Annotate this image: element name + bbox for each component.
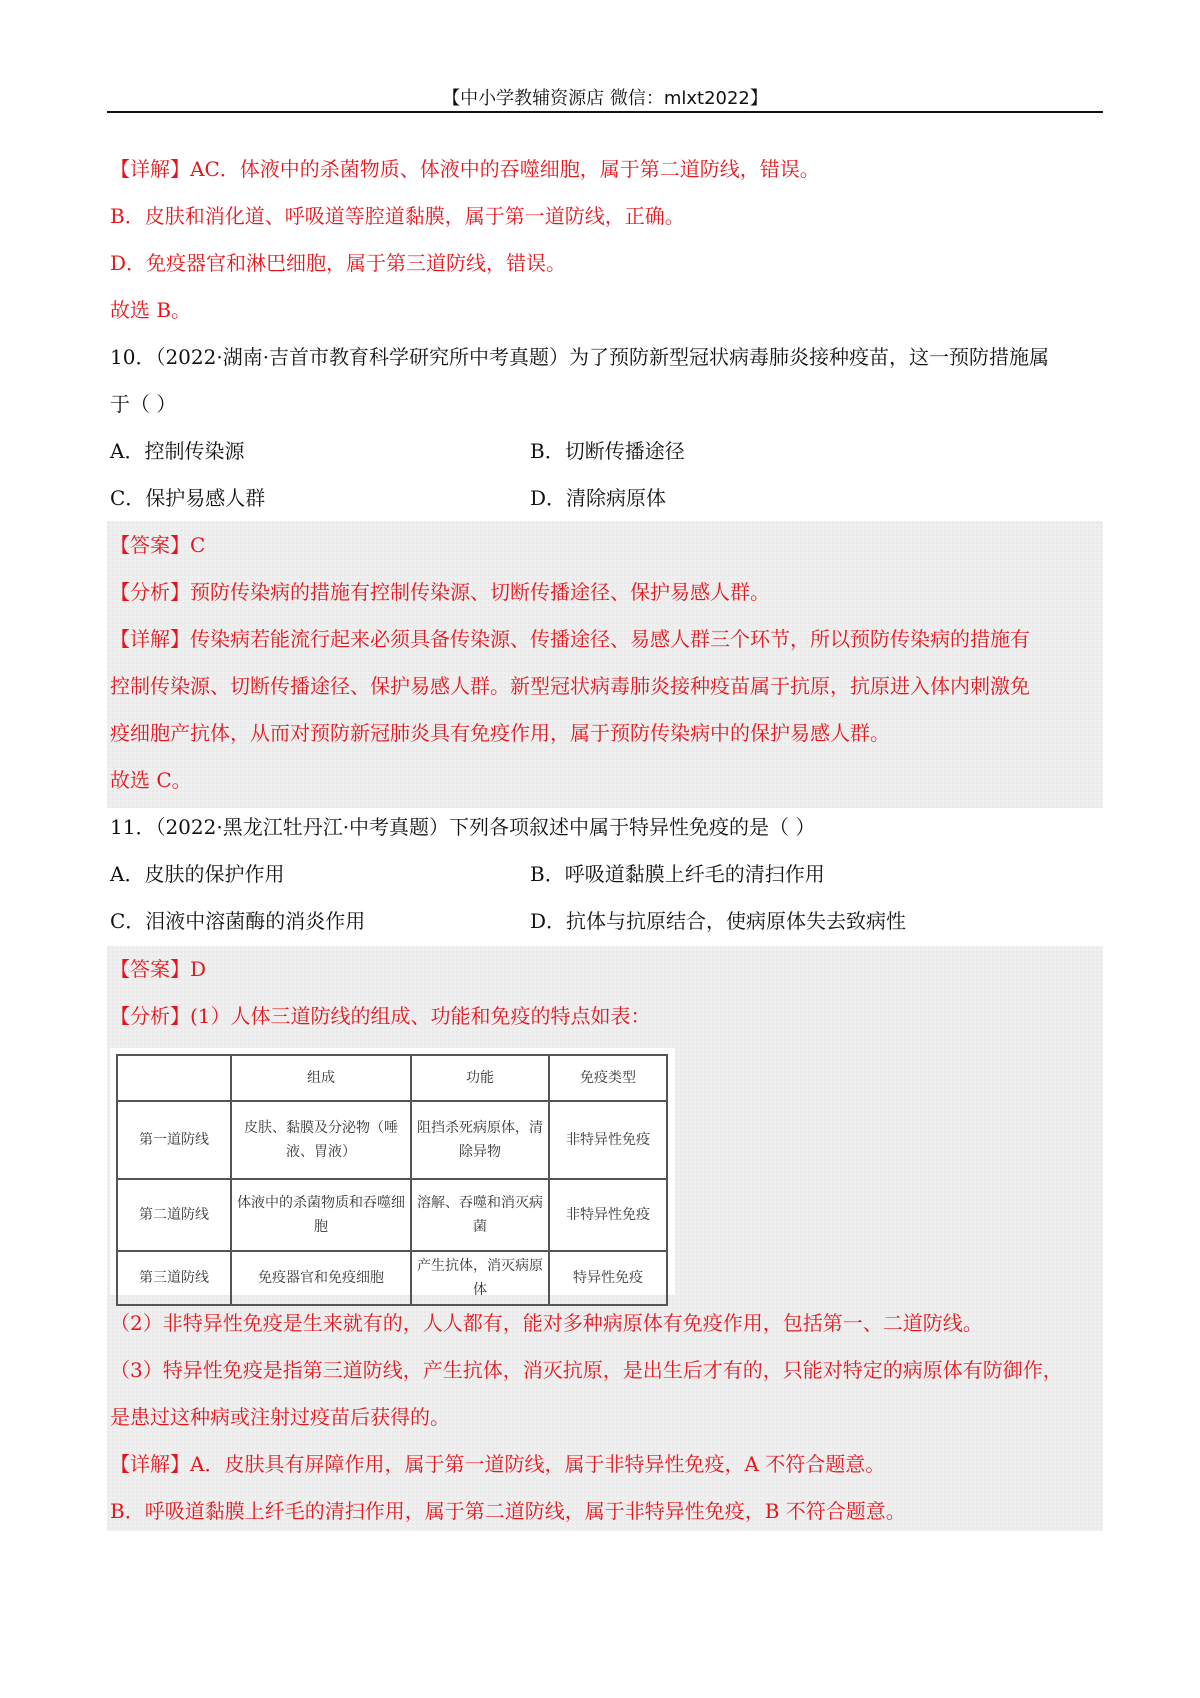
q10-analysis: 【分析】预防传染病的措施有控制传染源、切断传播途径、保护易感人群。: [110, 580, 770, 604]
q11-analysis-2: （2）非特异性免疫是生来就有的，人人都有，能对多种病原体有免疫作用，包括第一、二道防线。: [110, 1311, 983, 1335]
table-cell: 第三道防线: [117, 1251, 231, 1305]
q10-stem-line2: 于（ ）: [110, 392, 177, 416]
q11-option-a: A．皮肤的保护作用: [110, 862, 285, 886]
q10-detail-line1: 【详解】传染病若能流行起来必须具备传染源、传播途径、易感人群三个环节，所以预防传染病的措施有: [110, 627, 1030, 651]
table-header-immunity-type: 免疫类型: [549, 1055, 667, 1101]
q11-analysis-3-line2: 是患过这种病或注射过疫苗后获得的。: [110, 1405, 450, 1429]
table-cell: 产生抗体，消灭病原体: [411, 1251, 549, 1305]
q10-option-a: A．控制传染源: [110, 439, 245, 463]
q10-stem-line1: 10．（2022·湖南·吉首市教育科学研究所中考真题）为了预防新型冠状病毒肺炎接种疫苗，这一预防措施属: [110, 345, 1050, 369]
q10-detail-line3: 疫细胞产抗体，从而对预防新冠肺炎具有免疫作用，属于预防传染病中的保护易感人群。: [110, 721, 890, 745]
q11-stem: 11．（2022·黑龙江牡丹江·中考真题）下列各项叙述中属于特异性免疫的是（ ）: [110, 815, 816, 839]
table-cell: 皮肤、黏膜及分泌物（唾液、胃液）: [231, 1101, 411, 1179]
table-cell: 特异性免疫: [549, 1251, 667, 1305]
q9-detail-d: D．免疫器官和淋巴细胞，属于第三道防线，错误。: [110, 251, 567, 275]
table-cell: 阻挡杀死病原体，清除异物: [411, 1101, 549, 1179]
table-cell: 溶解、吞噬和消灭病菌: [411, 1179, 549, 1251]
q11-analysis-1: 【分析】(1）人体三道防线的组成、功能和免疫的特点如表：: [110, 1004, 651, 1028]
q10-option-d: D．清除病原体: [530, 486, 667, 510]
table-row: [117, 1101, 667, 1179]
q10-option-c: C．保护易感人群: [110, 486, 266, 510]
table-row: [117, 1179, 667, 1251]
q11-detail-b: B．呼吸道黏膜上纤毛的清扫作用，属于第二道防线，属于非特异性免疫，B 不符合题意。: [110, 1499, 906, 1523]
q11-option-b: B．呼吸道黏膜上纤毛的清扫作用: [530, 862, 825, 886]
header-rule: [107, 111, 1103, 113]
q11-answer: 【答案】D: [110, 957, 207, 981]
table-cell: 非特异性免疫: [549, 1101, 667, 1179]
table-header-blank: [117, 1055, 231, 1101]
page-header: 【中小学教辅资源店 微信：mlxt2022】: [442, 88, 768, 109]
q11-detail-a: 【详解】A．皮肤具有屏障作用，属于第一道防线，属于非特异性免疫，A 不符合题意。: [110, 1452, 886, 1476]
table-cell: 第一道防线: [117, 1101, 231, 1179]
q10-solution-box: [107, 521, 1103, 808]
table-cell: 第二道防线: [117, 1179, 231, 1251]
table-cell: 非特异性免疫: [549, 1179, 667, 1251]
q11-option-c: C．泪液中溶菌酶的消炎作用: [110, 909, 366, 933]
q10-choice: 故选 C。: [110, 768, 192, 792]
table-cell: 体液中的杀菌物质和吞噬细胞: [231, 1179, 411, 1251]
table-header-function: 功能: [411, 1055, 549, 1101]
table-row: [117, 1251, 667, 1305]
q9-detail-b: B．皮肤和消化道、呼吸道等腔道黏膜，属于第一道防线，正确。: [110, 204, 685, 228]
defense-lines-table: [116, 1054, 668, 1306]
q9-detail-ac: 【详解】AC．体液中的杀菌物质、体液中的吞噬细胞，属于第二道防线，错误。: [110, 157, 820, 181]
q10-option-b: B．切断传播途径: [530, 439, 685, 463]
q10-detail-line2: 控制传染源、切断传播途径、保护易感人群。新型冠状病毒肺炎接种疫苗属于抗原，抗原进入体内刺激免: [110, 674, 1030, 698]
q10-answer: 【答案】C: [110, 533, 206, 557]
defense-table-image: [110, 1048, 675, 1298]
q11-analysis-3-line1: （3）特异性免疫是指第三道防线，产生抗体，消灭抗原，是出生后才有的，只能对特定的病原体有防御作，: [110, 1358, 1063, 1382]
table-header-row: [117, 1055, 667, 1101]
q11-option-d: D．抗体与抗原结合，使病原体失去致病性: [530, 909, 907, 933]
table-header-composition: 组成: [231, 1055, 411, 1101]
table-cell: 免疫器官和免疫细胞: [231, 1251, 411, 1305]
q9-choice: 故选 B。: [110, 298, 192, 322]
